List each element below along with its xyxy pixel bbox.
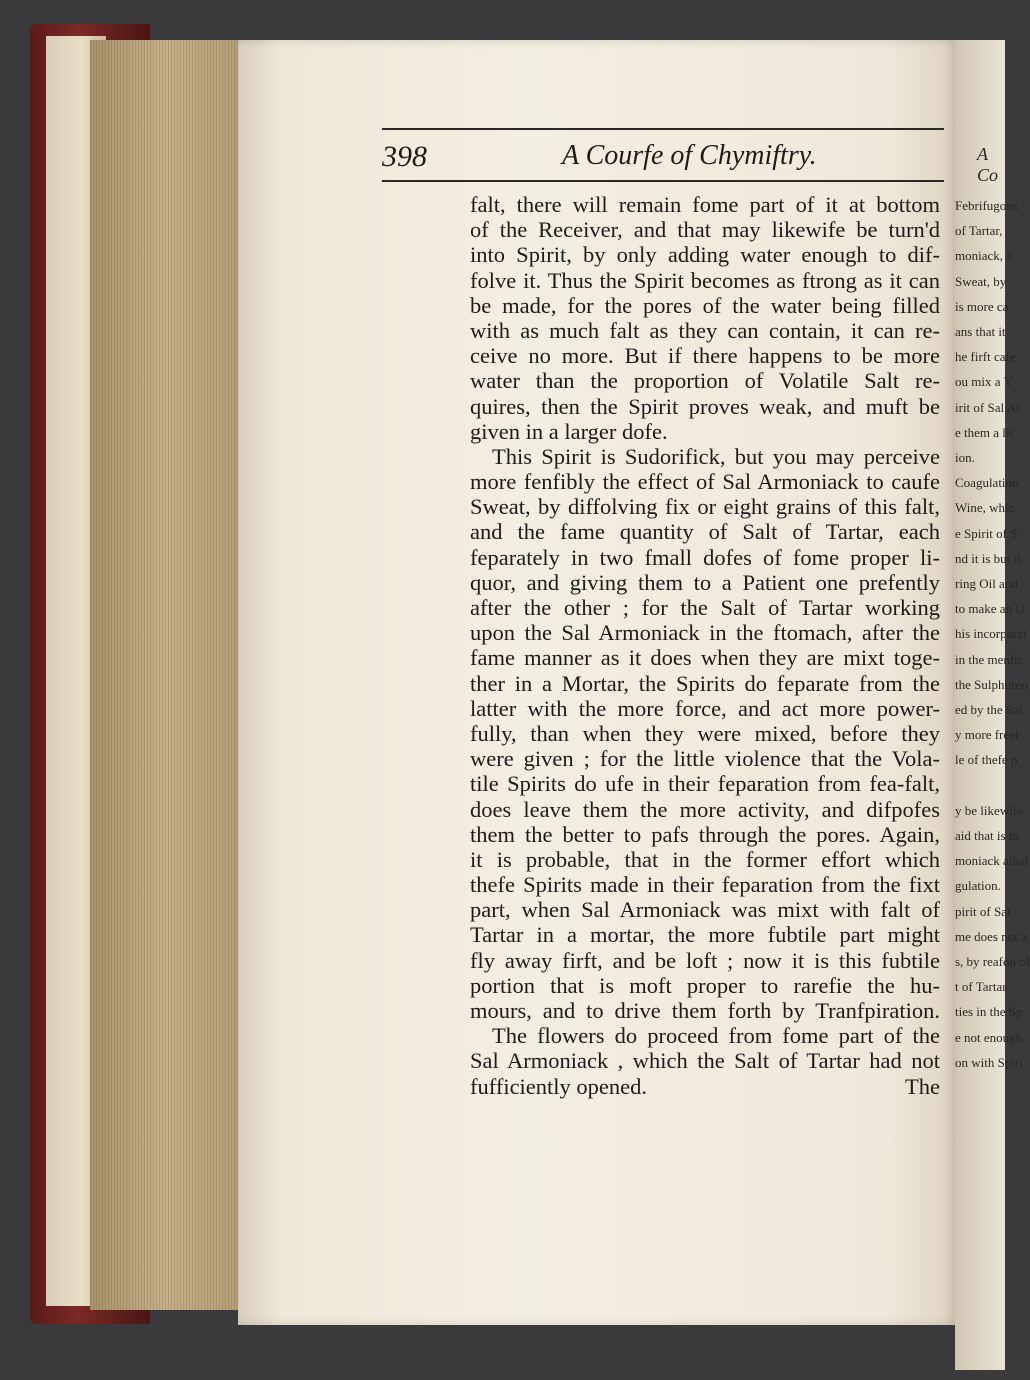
text-line: part, when Sal Armoniack was mixt with falt of [470,897,940,923]
text-line: does leave them the more activity, and difpofes [470,796,940,822]
text-line: fufficiently opened. [470,1073,648,1099]
text-line: were given ; for the little violence that the Vola- [470,746,940,772]
text-line: with as much falt as they can contain, it can re- [470,317,940,343]
facing-page-line: irit of Sal Ar [955,399,1021,415]
facing-page-line: ring Oil and [955,576,1018,591]
text-line: ther in a Mortar, the Spirits do feparate from the [470,670,940,696]
text-line: mours, and to drive them forth by Tranfpiration. [470,998,940,1023]
text-line: given in a larger dofe. [470,418,668,444]
catchword: The [905,1073,940,1099]
text-line: fly away firft, and be loft ; now it is this fubtile [470,947,940,973]
running-head [382,140,944,180]
facing-page-line: t of Tartar [955,979,1007,995]
facing-page-line: the Sulphureo [955,676,1028,692]
text-line: thefe Spirits made in their feparation from the fixt [470,872,940,898]
facing-page-line: Febrifugous [955,198,1018,213]
text-line: feparately in two fmall dofes of fome proper li- [470,544,940,570]
facing-page-line: gulation. [955,878,1001,894]
facing-page-line: he firft cafe [955,349,1016,365]
facing-page-line: Coagulation [955,475,1019,491]
facing-page-line: y more freel [955,727,1019,743]
facing-page-line: me does not a [955,928,1027,944]
text-line: ceive no more. But if there happens to be more [470,343,940,369]
facing-page-line: ed by the Sal [955,702,1023,717]
text-line: of the Receiver, and that may likewife be turn'd [470,217,940,243]
text-line: upon the Sal Armoniack in the ftomach, after the [470,620,940,646]
text-line: folve it. Thus the Spirit becomes as ftrong as it can [470,267,940,293]
text-line: quires, then the Spirit proves weak, and muft be [470,393,940,419]
facing-page-line: y be likewife [955,802,1023,818]
facing-page-line: le of thefe p [955,752,1018,768]
facing-page-line: ion. [955,450,975,465]
text-line: fully, than when they were mixed, before they [470,720,940,746]
text-line: more fenfibly the effect of Sal Armoniack to caufe [470,469,940,495]
text-line: Tartar in a mortar, the more fubtile part might [470,922,940,948]
facing-page-line: to make an U [955,601,1025,617]
text-line: Sal Armoniack , which the Salt of Tartar had not [470,1048,940,1074]
text-line: tile Spirits do ufe in their feparation from fea-falt, [470,771,940,797]
facing-page-line: e not enough [955,1029,1023,1045]
facing-page-line: e them a lit [955,424,1014,440]
text-line: it is probable, that in the former effort which [470,846,940,872]
facing-page-line: his incorporat [955,626,1027,642]
running-title: A Courfe of Chymiftry. [562,140,817,171]
text-line: quor, and giving them to a Patient one prefently [470,569,940,595]
text-line: them the better to pafs through the pores. Again, [470,821,940,847]
header-rule [382,180,944,182]
facing-page-line: moniack, it [955,248,1014,264]
facing-page-line: s, by reafon of [955,954,1030,969]
facing-page-line: nd it is but tl [955,550,1021,566]
text-line: latter with the more force, and act more power- [470,695,940,721]
text-line: The flowers do proceed from fome part of the [492,1023,940,1049]
facing-page-line: on with Spiri [955,1054,1023,1070]
text-line: be made, for the pores of the water being filled [470,292,940,318]
facing-page-line: is more ca [955,298,1009,314]
facing-page-line: Sweat, by [955,273,1007,289]
top-rule [382,128,944,130]
text-line: after the other ; for the Salt of Tartar working [470,595,940,620]
text-line: Sweat, by diffolving fix or eight grains of this falt, [470,494,940,520]
text-line: water than the proportion of Volatile Salt re- [470,368,940,394]
facing-page-header: A Co [977,144,999,185]
text-line: fame manner as it does when they are mixt toge- [470,645,940,671]
facing-page-line: ties in the Sp [955,1004,1023,1020]
body-text [470,192,940,1099]
text-line: portion that is moft proper to rarefie the hu- [470,972,940,998]
text-line: into Spirit, by only adding water enough to dif- [470,242,940,268]
facing-page-line: Wine, whic [955,500,1015,516]
text-line: and the fame quantity of Salt of Tartar, each [470,519,940,545]
text-line: This Spirit is Sudorifick, but you may perceive [492,443,940,469]
facing-page-line: in the menftr [955,651,1023,667]
facing-page-line: of Tartar, [955,223,1003,239]
facing-page-line: ou mix a V [955,374,1013,390]
facing-page-line: ans that it [955,324,1006,339]
facing-page [955,40,1030,1370]
facing-page-line: aid that is in [955,828,1019,843]
facing-page-line: pirit of Sal [955,903,1011,919]
page-edges [90,40,240,1310]
text-line: falt, there will remain fome part of it at bottom [470,192,940,217]
facing-page-line: moniack alkal [955,853,1029,869]
page-number: 398 [382,140,427,173]
facing-page-line: e Spirit of S [955,525,1018,541]
